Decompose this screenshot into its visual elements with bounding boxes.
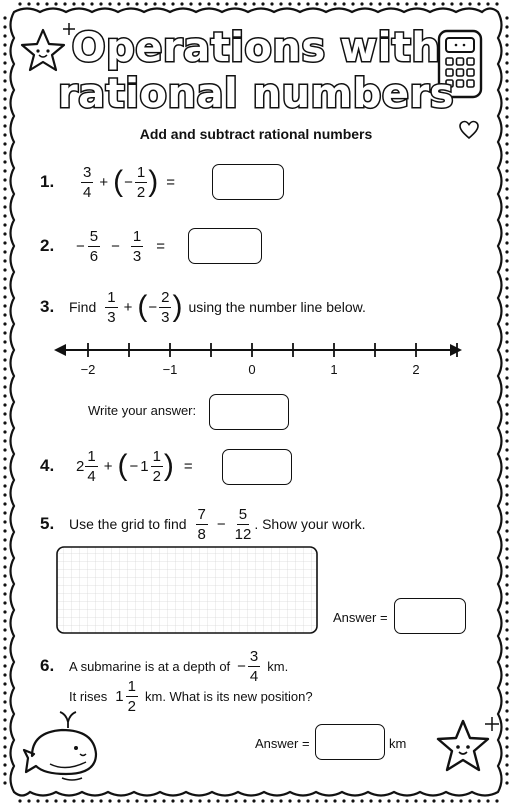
fraction: $\frac{5}{12}$ bbox=[234, 505, 252, 543]
plus-sign: + bbox=[123, 298, 133, 316]
page-title: Operations with bbox=[71, 25, 441, 71]
question-text: km. What is its new position? bbox=[144, 688, 313, 704]
fraction: $\frac{1}{3}$ bbox=[132, 227, 142, 265]
minus-sign: − bbox=[124, 173, 133, 191]
number-line-label: −1 bbox=[162, 362, 178, 377]
fraction: $\frac{1}{3}$ bbox=[107, 288, 116, 326]
number-line bbox=[52, 338, 464, 362]
answer-label-6: Answer = bbox=[255, 736, 310, 751]
answer-box-5[interactable] bbox=[394, 598, 466, 634]
unit-km: km bbox=[389, 736, 407, 751]
plus-sign: + bbox=[103, 457, 113, 475]
paren: ) bbox=[163, 449, 174, 482]
minus-sign: − bbox=[129, 457, 139, 475]
question-text: It rises bbox=[69, 688, 108, 704]
number-line-label: 1 bbox=[330, 362, 338, 377]
question-text: . Show your work. bbox=[254, 516, 366, 532]
question-5 bbox=[40, 504, 366, 544]
answer-box-3[interactable] bbox=[209, 394, 289, 430]
page-subtitle: Add and subtract rational numbers bbox=[139, 126, 373, 142]
plus-sign: + bbox=[99, 173, 109, 191]
answer-box-1[interactable] bbox=[212, 164, 284, 200]
paren: ) bbox=[148, 165, 159, 198]
question-3 bbox=[40, 287, 366, 327]
sparkle-icon bbox=[484, 716, 500, 732]
question-number: 3. bbox=[40, 297, 55, 316]
question-number: 5. bbox=[40, 514, 55, 533]
work-grid[interactable] bbox=[56, 546, 318, 634]
question-text: using the number line below. bbox=[188, 299, 366, 315]
question-6-line2 bbox=[69, 676, 313, 716]
question-number: 1. bbox=[40, 172, 55, 191]
fraction: $\frac{1}{2}$ bbox=[127, 677, 136, 715]
question-number: 4. bbox=[40, 456, 55, 475]
fraction: $\frac{7}{8}$ bbox=[197, 505, 206, 543]
answer-box-2[interactable] bbox=[188, 228, 262, 264]
answer-box-6[interactable] bbox=[315, 724, 385, 760]
minus-sign: − bbox=[76, 237, 85, 255]
minus-sign: − bbox=[237, 657, 246, 675]
whole-number: 2 bbox=[76, 457, 85, 475]
equals-sign: = bbox=[166, 173, 175, 191]
equals-sign: = bbox=[156, 237, 165, 255]
minus-sign: − bbox=[216, 515, 226, 533]
question-4 bbox=[40, 446, 198, 486]
fraction: $\frac{1}{4}$ bbox=[87, 447, 96, 485]
fraction: $\frac{2}{3}$ bbox=[161, 288, 170, 326]
whole-number: 1 bbox=[115, 687, 124, 705]
whale-icon bbox=[22, 708, 110, 784]
question-text: Use the grid to find bbox=[69, 516, 187, 532]
fraction: $\frac{3}{4}$ bbox=[83, 163, 92, 201]
number-line-label: 2 bbox=[412, 362, 420, 377]
number-line-label: −2 bbox=[80, 362, 96, 377]
page-title-line2: rational numbers bbox=[57, 71, 455, 117]
answer-label-3: Write your answer: bbox=[88, 403, 197, 418]
answer-box-4[interactable] bbox=[222, 449, 292, 485]
equals-sign: = bbox=[183, 457, 193, 475]
question-2 bbox=[40, 226, 170, 266]
question-number: 2. bbox=[40, 236, 55, 255]
paren: ( bbox=[113, 165, 124, 198]
fraction: $\frac{3}{4}$ bbox=[249, 647, 259, 685]
fraction: $\frac{1}{2}$ bbox=[152, 447, 161, 485]
minus-sign: − bbox=[148, 298, 158, 316]
question-number: 6. bbox=[40, 656, 55, 675]
paren: ( bbox=[137, 290, 148, 323]
paren: ( bbox=[117, 449, 128, 482]
question-text: A submarine is at a depth of bbox=[69, 658, 231, 674]
minus-sign: − bbox=[111, 237, 120, 255]
question-1 bbox=[40, 162, 180, 202]
whole-number: 1 bbox=[140, 457, 149, 475]
answer-label-5: Answer = bbox=[333, 610, 388, 625]
unit-text: km. bbox=[267, 658, 289, 674]
question-text: Find bbox=[69, 299, 97, 315]
number-line-label: 0 bbox=[248, 362, 256, 377]
fraction: $\frac{1}{2}$ bbox=[136, 163, 146, 201]
fraction: $\frac{5}{6}$ bbox=[89, 227, 99, 265]
paren: ) bbox=[172, 290, 183, 323]
